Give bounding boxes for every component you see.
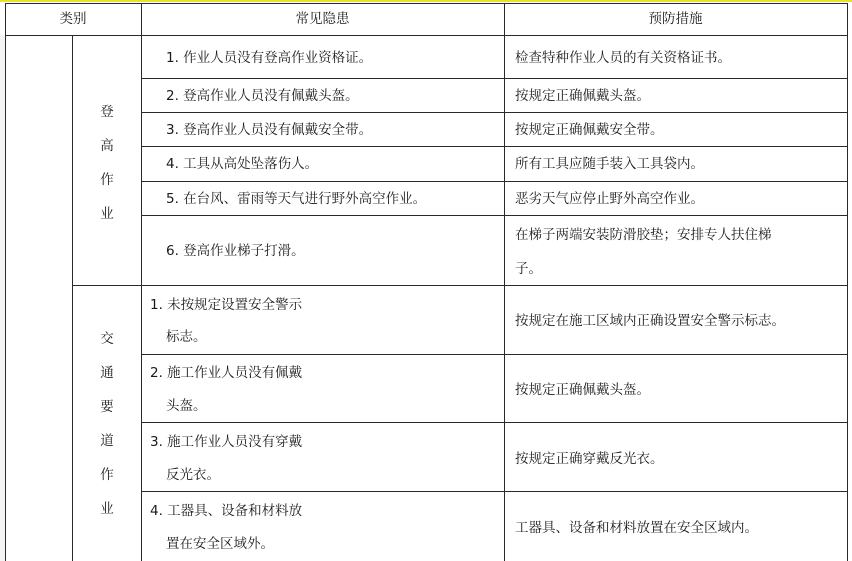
group-label-char: 作	[100, 172, 114, 188]
header-bottom-border	[5, 35, 848, 36]
hazard-cell-line1: 2. 施工作业人员没有佩戴	[150, 365, 303, 381]
hazard-cell-line1: 4. 工器具、设备和材料放	[150, 503, 303, 519]
row-border	[141, 491, 848, 492]
header-top-border	[5, 3, 848, 4]
col-border-subcategory	[72, 35, 73, 561]
measure-cell: 按规定正确佩戴头盔。	[515, 88, 650, 104]
group-label-char: 要	[100, 399, 114, 415]
group-label-char: 登	[100, 104, 114, 120]
hazard-cell-line2: 反光衣。	[166, 467, 220, 483]
hazard-cell: 3. 登高作业人员没有佩戴安全带。	[166, 122, 373, 138]
header-hazards: 常见隐患	[295, 11, 350, 27]
group-label-char: 通	[100, 365, 114, 381]
hazard-cell-line2: 置在安全区域外。	[166, 536, 274, 552]
measure-cell: 按规定在施工区域内正确设置安全警示标志。	[515, 313, 785, 329]
hazard-cell: 1. 作业人员没有登高作业资格证。	[166, 50, 373, 66]
group-label-char: 作	[100, 467, 114, 483]
row-border	[141, 422, 848, 423]
group-label-char: 高	[100, 138, 114, 154]
hazard-cell-line1: 3. 施工作业人员没有穿戴	[150, 434, 303, 450]
group-label-climbing	[95, 95, 119, 231]
header-category: 类别	[59, 11, 87, 27]
hazard-cell: 2. 登高作业人员没有佩戴头盔。	[166, 88, 359, 104]
header-measures: 预防措施	[648, 11, 703, 27]
measure-cell: 检查特种作业人员的有关资格证书。	[515, 50, 731, 66]
measure-cell: 按规定正确佩戴安全带。	[515, 122, 664, 138]
col-border-left	[5, 3, 6, 561]
group-label-char: 道	[100, 433, 114, 449]
measure-cell: 按规定正确穿戴反光衣。	[515, 451, 664, 467]
measure-cell: 按规定正确佩戴头盔。	[515, 382, 650, 398]
group-label-char: 业	[100, 206, 114, 222]
hazard-cell-line2: 头盔。	[166, 398, 207, 414]
hazard-cell: 6. 登高作业梯子打滑。	[166, 243, 305, 259]
measure-cell-line2: 子。	[515, 261, 542, 277]
col-border-hazard	[141, 3, 142, 561]
measure-cell: 恶劣天气应停止野外高空作业。	[515, 191, 704, 207]
group-border	[72, 285, 848, 286]
group-label-traffic	[95, 322, 119, 526]
col-border-measure	[504, 3, 505, 561]
group-label-char: 交	[100, 331, 114, 347]
measure-cell: 所有工具应随手装入工具袋内。	[515, 156, 704, 172]
col-border-right	[847, 3, 848, 561]
measure-cell-line1: 在梯子两端安装防滑胶垫；安排专人扶住梯	[515, 227, 772, 243]
top-highlight-bar	[0, 0, 852, 2]
row-border	[141, 146, 848, 147]
group-label-char: 业	[100, 501, 114, 517]
hazard-cell-line1: 1. 未按规定设置安全警示	[150, 297, 303, 313]
row-border	[141, 215, 848, 216]
row-border	[141, 112, 848, 113]
row-border	[141, 354, 848, 355]
row-border	[141, 181, 848, 182]
hazard-cell: 4. 工具从高处坠落伤人。	[166, 156, 319, 172]
measure-cell: 工器具、设备和材料放置在安全区域内。	[515, 520, 758, 536]
row-border	[141, 78, 848, 79]
hazard-cell: 5. 在台风、雷雨等天气进行野外高空作业。	[166, 191, 427, 207]
hazard-cell-line2: 标志。	[166, 329, 207, 345]
